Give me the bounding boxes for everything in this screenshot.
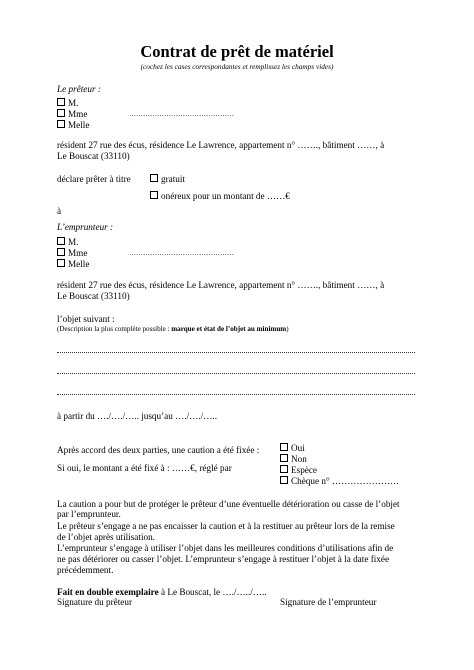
option-onereux-label: onéreux pour un montant de ……€ (161, 191, 290, 201)
checkbox-icon[interactable] (57, 120, 65, 128)
checkbox-icon[interactable] (57, 259, 65, 267)
document-title: Contrat de prêt de matériel (140, 42, 334, 61)
declare-label: déclare prêter à titre (57, 174, 131, 184)
checkbox-icon[interactable] (280, 454, 288, 462)
checkbox-icon[interactable] (57, 248, 65, 256)
caution-cheque[interactable] (280, 476, 399, 487)
objet-description-prefix: (Description la plus complète possible : (57, 325, 172, 333)
checkbox-icon[interactable] (150, 191, 158, 199)
objet-description-hint (57, 325, 289, 334)
checkbox-icon[interactable] (280, 476, 288, 484)
document-subtitle: (cochez les cases correspondantes et remplissez les champs vides) (140, 62, 334, 71)
signature-emprunteur: Signature de l’emprunteur (280, 597, 377, 607)
caution-question: Après accord des deux parties, une caution a été fixée : (57, 445, 260, 455)
a-label: à (57, 206, 62, 216)
objet-description-suffix: ) (286, 325, 289, 333)
preteur-civility-mme[interactable] (57, 109, 87, 120)
caution-oui-label: Oui (291, 443, 305, 453)
option-gratuit[interactable] (150, 174, 185, 185)
preteur-civility-mme-label: Mme (68, 109, 88, 119)
fait-rest: à Le Bouscat, le …./…../….. (158, 587, 267, 597)
objet-description-bold: marque et état de l’objet au minimum (171, 325, 287, 333)
checkbox-icon[interactable] (57, 109, 65, 117)
fait-bold: Fait en double exemplaire (57, 587, 159, 597)
signature-preteur: Signature du prêteur (57, 597, 133, 607)
preteur-civility-melle[interactable] (57, 120, 89, 131)
paragraph-3-line-2: ne pas détériorer ou casser l’objet. L’emprunteur s’engage à restituer l’objet à la date fixée (57, 554, 390, 564)
emprunteur-civility-mme-label: Mme (68, 248, 88, 258)
emprunteur-civility-m-label: M. (68, 237, 79, 247)
periode-line: à partir du …./…./….. jusqu’au …./…./….. (57, 411, 217, 421)
preteur-name-field[interactable]: ……………………………………… (129, 110, 234, 118)
emprunteur-civility-mme[interactable] (57, 248, 87, 259)
preteur-civility-m-label: M. (68, 98, 79, 108)
paragraph-2-line-2: de l’objet après utilisation. (57, 532, 155, 542)
option-onereux[interactable] (150, 191, 290, 202)
caution-espece-label: Espèce (291, 465, 318, 475)
paragraph-1-line-1: La caution a pour but de protéger le prêteur d’une éventuelle détérioration ou casse de l’objet (57, 499, 400, 509)
caution-montant: Si oui, le montant a été fixé à : ……€, réglé par (57, 463, 232, 473)
objet-description-line-1[interactable] (57, 352, 415, 353)
checkbox-icon[interactable] (57, 237, 65, 245)
preteur-address-line2: Le Bouscat (33110) (57, 151, 130, 161)
emprunteur-name-field[interactable]: ……………………………………… (129, 249, 234, 257)
checkbox-icon[interactable] (57, 98, 65, 106)
preteur-civility-melle-label: Melle (68, 120, 90, 130)
preteur-address-line1: résident 27 rue des écus, résidence Le Lawrence, appartement n° ……., bâtiment ……, à (57, 140, 385, 150)
emprunteur-address-line2: Le Bouscat (33110) (57, 291, 130, 301)
preteur-label: Le prêteur : (57, 84, 101, 94)
objet-description-line-3[interactable] (57, 394, 415, 395)
objet-label: l’objet suivant : (57, 314, 115, 324)
paragraph-3-line-3: précédemment. (57, 565, 114, 575)
paragraph-1-line-2: par l’emprunteur. (57, 509, 121, 519)
emprunteur-civility-melle-label: Melle (68, 259, 90, 269)
checkbox-icon[interactable] (150, 174, 158, 182)
emprunteur-civility-melle[interactable] (57, 259, 89, 270)
paragraph-2-line-1: Le prêteur s’engage a ne pas encaisser la caution et à la restituer au prêteur lors de la remise (57, 521, 395, 531)
caution-cheque-label: Chèque n° …………………. (291, 476, 399, 486)
paragraph-3-line-1: L’emprunteur s’engage à utiliser l’objet dans les meilleures conditions d’utilisations afin de (57, 543, 394, 553)
emprunteur-label: L’emprunteur : (57, 222, 114, 232)
caution-espece[interactable] (280, 465, 317, 476)
preteur-civility-m[interactable] (57, 98, 78, 109)
caution-oui[interactable] (280, 443, 305, 454)
emprunteur-civility-m[interactable] (57, 237, 78, 248)
checkbox-icon[interactable] (280, 465, 288, 473)
emprunteur-address-line1: résident 27 rue des écus, résidence Le Lawrence, appartement n° ……., bâtiment ……, à (57, 280, 385, 290)
checkbox-icon[interactable] (280, 443, 288, 451)
option-gratuit-label: gratuit (161, 174, 185, 184)
caution-non-label: Non (291, 454, 307, 464)
caution-non[interactable] (280, 454, 307, 465)
objet-description-line-2[interactable] (57, 373, 415, 374)
